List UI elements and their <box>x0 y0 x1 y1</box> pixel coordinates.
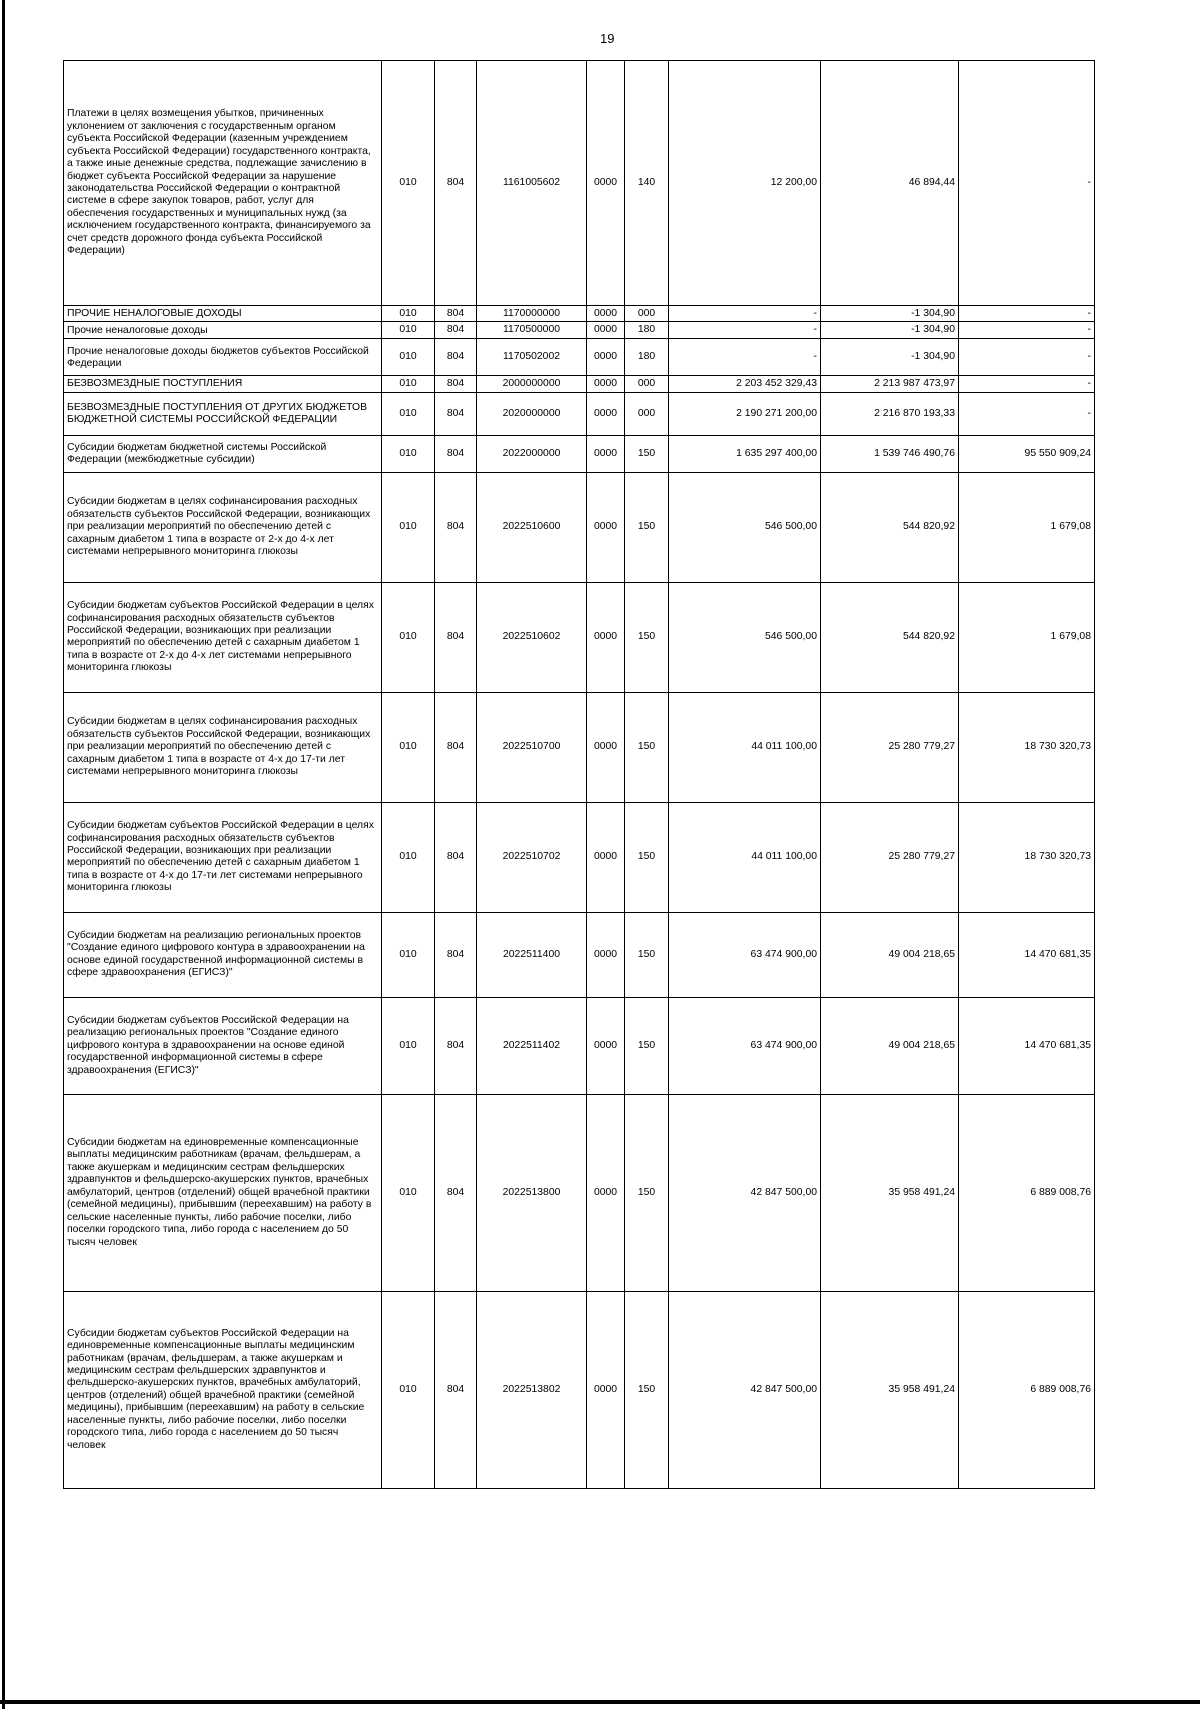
table-row <box>64 376 1095 392</box>
row-admin-code: 010 <box>382 582 435 692</box>
row-name: БЕЗВОЗМЕЗДНЫЕ ПОСТУПЛЕНИЯ ОТ ДРУГИХ БЮДЖЕТОВ БЮДЖЕТНОЙ СИСТЕМЫ РОССИЙСКОЙ ФЕДЕРАЦИИ <box>64 392 382 435</box>
row-admin-code: 010 <box>382 435 435 472</box>
row-plan-amount: 546 500,00 <box>669 582 821 692</box>
row-economic-code: 000 <box>625 392 669 435</box>
table-body <box>64 61 1095 1489</box>
table-row <box>64 339 1095 376</box>
row-actual-amount: 35 958 491,24 <box>821 1291 959 1488</box>
row-name: Прочие неналоговые доходы бюджетов субъектов Российской Федерации <box>64 339 382 376</box>
row-program-code: 0000 <box>587 582 625 692</box>
row-unfulfilled-amount: 6 889 008,76 <box>959 1094 1095 1291</box>
row-actual-amount: 544 820,92 <box>821 582 959 692</box>
row-admin-code: 010 <box>382 1291 435 1488</box>
row-economic-code: 180 <box>625 322 669 339</box>
row-dept-code: 804 <box>435 1094 477 1291</box>
row-revenue-code: 2022000000 <box>477 435 587 472</box>
row-unfulfilled-amount: 18 730 320,73 <box>959 802 1095 912</box>
row-unfulfilled-amount: - <box>959 392 1095 435</box>
row-unfulfilled-amount: - <box>959 61 1095 306</box>
row-name: Субсидии бюджетам бюджетной системы Российской Федерации (межбюджетные субсидии) <box>64 435 382 472</box>
page-frame-bottom <box>0 1700 1200 1704</box>
row-dept-code: 804 <box>435 306 477 322</box>
row-admin-code: 010 <box>382 339 435 376</box>
row-actual-amount: -1 304,90 <box>821 306 959 322</box>
row-program-code: 0000 <box>587 392 625 435</box>
row-unfulfilled-amount: - <box>959 306 1095 322</box>
row-dept-code: 804 <box>435 912 477 997</box>
row-revenue-code: 1170502002 <box>477 339 587 376</box>
row-name: ПРОЧИЕ НЕНАЛОГОВЫЕ ДОХОДЫ <box>64 306 382 322</box>
row-plan-amount: 2 203 452 329,43 <box>669 376 821 392</box>
row-actual-amount: 544 820,92 <box>821 472 959 582</box>
row-plan-amount: 2 190 271 200,00 <box>669 392 821 435</box>
table-row <box>64 306 1095 322</box>
table-row <box>64 435 1095 472</box>
row-economic-code: 150 <box>625 692 669 802</box>
row-dept-code: 804 <box>435 339 477 376</box>
row-unfulfilled-amount: 1 679,08 <box>959 472 1095 582</box>
row-actual-amount: 46 894,44 <box>821 61 959 306</box>
row-plan-amount: 63 474 900,00 <box>669 912 821 997</box>
table-row <box>64 392 1095 435</box>
row-actual-amount: 25 280 779,27 <box>821 692 959 802</box>
table-row <box>64 1094 1095 1291</box>
page-number: 19 <box>600 31 615 46</box>
row-name: Субсидии бюджетам субъектов Российской Федерации на единовременные компенсационные выплаты медицинским работникам (врачам, фельдшерам, а также акушеркам и медицинским сестрам фельдшерских здравпунктов и фельдшерско-акушерских пунктов, врачебных амбулаторий, центров (отделений) общей врачебной практики (семейной медицины), прибывшим (переехавшим) на работу в сельские населенные пункты, либо рабочие поселки, либо поселки городского типа, либо города с населением до 50 тысяч человек <box>64 1291 382 1488</box>
row-actual-amount: 35 958 491,24 <box>821 1094 959 1291</box>
row-plan-amount: 1 635 297 400,00 <box>669 435 821 472</box>
row-program-code: 0000 <box>587 472 625 582</box>
row-admin-code: 010 <box>382 692 435 802</box>
row-name: Субсидии бюджетам на реализацию региональных проектов "Создание единого цифрового контура в здравоохранении на основе единой государственной информационной системы в сфере здравоохранения (ЕГИСЗ)" <box>64 912 382 997</box>
row-revenue-code: 2022510602 <box>477 582 587 692</box>
row-economic-code: 000 <box>625 306 669 322</box>
revenue-table <box>63 60 1095 1489</box>
row-admin-code: 010 <box>382 322 435 339</box>
row-name: Субсидии бюджетам в целях софинансирования расходных обязательств субъектов Российской Федерации, возникающих при реализации мероприятий по обеспечению детей с сахарным диабетом 1 типа в возрасте от 4-х до 17-ти лет системами непрерывного мониторинга глюкозы <box>64 692 382 802</box>
row-revenue-code: 2022510702 <box>477 802 587 912</box>
row-program-code: 0000 <box>587 435 625 472</box>
row-dept-code: 804 <box>435 472 477 582</box>
row-economic-code: 140 <box>625 61 669 306</box>
row-actual-amount: 49 004 218,65 <box>821 997 959 1094</box>
row-dept-code: 804 <box>435 802 477 912</box>
row-dept-code: 804 <box>435 322 477 339</box>
table-row <box>64 472 1095 582</box>
row-economic-code: 150 <box>625 912 669 997</box>
table-row <box>64 61 1095 306</box>
row-program-code: 0000 <box>587 339 625 376</box>
page-frame-left <box>2 0 5 1709</box>
row-revenue-code: 2022510600 <box>477 472 587 582</box>
row-program-code: 0000 <box>587 61 625 306</box>
row-dept-code: 804 <box>435 1291 477 1488</box>
table-row <box>64 1291 1095 1488</box>
row-economic-code: 150 <box>625 472 669 582</box>
row-revenue-code: 2022513802 <box>477 1291 587 1488</box>
row-dept-code: 804 <box>435 61 477 306</box>
row-actual-amount: 2 216 870 193,33 <box>821 392 959 435</box>
row-plan-amount: - <box>669 339 821 376</box>
row-plan-amount: - <box>669 306 821 322</box>
row-economic-code: 150 <box>625 997 669 1094</box>
row-revenue-code: 2000000000 <box>477 376 587 392</box>
row-revenue-code: 2022513800 <box>477 1094 587 1291</box>
row-economic-code: 150 <box>625 1291 669 1488</box>
row-unfulfilled-amount: - <box>959 339 1095 376</box>
row-admin-code: 010 <box>382 997 435 1094</box>
row-revenue-code: 1170000000 <box>477 306 587 322</box>
row-economic-code: 180 <box>625 339 669 376</box>
row-name: Субсидии бюджетам субъектов Российской Федерации в целях софинансирования расходных обязательств субъектов Российской Федерации, возникающих при реализации мероприятий по обеспечению детей с сахарным диабетом 1 типа в возрасте от 4-х до 17-ти лет системами непрерывного мониторинга глюкозы <box>64 802 382 912</box>
row-economic-code: 150 <box>625 582 669 692</box>
row-name: БЕЗВОЗМЕЗДНЫЕ ПОСТУПЛЕНИЯ <box>64 376 382 392</box>
row-economic-code: 150 <box>625 802 669 912</box>
row-dept-code: 804 <box>435 435 477 472</box>
row-plan-amount: 12 200,00 <box>669 61 821 306</box>
row-plan-amount: 44 011 100,00 <box>669 692 821 802</box>
row-actual-amount: 49 004 218,65 <box>821 912 959 997</box>
row-program-code: 0000 <box>587 997 625 1094</box>
row-program-code: 0000 <box>587 306 625 322</box>
row-admin-code: 010 <box>382 1094 435 1291</box>
row-admin-code: 010 <box>382 912 435 997</box>
row-unfulfilled-amount: 95 550 909,24 <box>959 435 1095 472</box>
table-row <box>64 912 1095 997</box>
table-row <box>64 322 1095 339</box>
row-program-code: 0000 <box>587 322 625 339</box>
row-name: Прочие неналоговые доходы <box>64 322 382 339</box>
row-revenue-code: 1170500000 <box>477 322 587 339</box>
row-name: Субсидии бюджетам в целях софинансирования расходных обязательств субъектов Российской Федерации, возникающих при реализации мероприятий по обеспечению детей с сахарным диабетом 1 типа в возрасте от 2-х до 4-х лет системами непрерывного мониторинга глюкозы <box>64 472 382 582</box>
row-admin-code: 010 <box>382 392 435 435</box>
row-actual-amount: -1 304,90 <box>821 339 959 376</box>
row-plan-amount: 42 847 500,00 <box>669 1291 821 1488</box>
row-program-code: 0000 <box>587 1094 625 1291</box>
row-actual-amount: -1 304,90 <box>821 322 959 339</box>
row-plan-amount: - <box>669 322 821 339</box>
row-dept-code: 804 <box>435 692 477 802</box>
row-revenue-code: 2022511402 <box>477 997 587 1094</box>
row-unfulfilled-amount: - <box>959 376 1095 392</box>
row-admin-code: 010 <box>382 802 435 912</box>
row-name: Платежи в целях возмещения убытков, причиненных уклонением от заключения с государственным органом субъекта Российской Федерации (казенным учреждением субъекта Российской Федерации) государственного контракта, а также иные денежные средства, подлежащие зачислению в бюджет субъекта Российской Федерации за нарушение законодательства Российской Федерации о контрактной системе в сфере закупок товаров, работ, услуг для обеспечения государственных и муниципальных нужд (за исключением государственного контракта, финансируемого за счет средств дорожного фонда субъекта Российской Федерации) <box>64 61 382 306</box>
table-row <box>64 582 1095 692</box>
row-program-code: 0000 <box>587 802 625 912</box>
row-program-code: 0000 <box>587 1291 625 1488</box>
row-admin-code: 010 <box>382 306 435 322</box>
row-name: Субсидии бюджетам субъектов Российской Федерации на реализацию региональных проектов "Создание единого цифрового контура в здравоохранении на основе единой государственной информационной системы в сфере здравоохранения (ЕГИСЗ)" <box>64 997 382 1094</box>
row-name: Субсидии бюджетам на единовременные компенсационные выплаты медицинским работникам (врачам, фельдшерам, а также акушеркам и медицинским сестрам фельдшерских здравпунктов и фельдшерско-акушерских пунктов, врачебных амбулаторий, центров (отделений) общей врачебной практики (семейной медицины), прибывшим (переехавшим) на работу в сельские населенные пункты, либо рабочие поселки, либо поселки городского типа, либо города с населением до 50 тысяч человек <box>64 1094 382 1291</box>
row-plan-amount: 546 500,00 <box>669 472 821 582</box>
table-row <box>64 802 1095 912</box>
row-revenue-code: 1161005602 <box>477 61 587 306</box>
row-economic-code: 150 <box>625 1094 669 1291</box>
row-dept-code: 804 <box>435 392 477 435</box>
row-plan-amount: 44 011 100,00 <box>669 802 821 912</box>
row-program-code: 0000 <box>587 912 625 997</box>
row-admin-code: 010 <box>382 61 435 306</box>
row-revenue-code: 2022511400 <box>477 912 587 997</box>
row-revenue-code: 2022510700 <box>477 692 587 802</box>
row-economic-code: 150 <box>625 435 669 472</box>
row-name: Субсидии бюджетам субъектов Российской Федерации в целях софинансирования расходных обязательств субъектов Российской Федерации, возникающих при реализации мероприятий по обеспечению детей с сахарным диабетом 1 типа в возрасте от 2-х до 4-х лет системами непрерывного мониторинга глюкозы <box>64 582 382 692</box>
table-row <box>64 997 1095 1094</box>
row-dept-code: 804 <box>435 376 477 392</box>
row-economic-code: 000 <box>625 376 669 392</box>
row-dept-code: 804 <box>435 582 477 692</box>
row-program-code: 0000 <box>587 376 625 392</box>
row-unfulfilled-amount: 1 679,08 <box>959 582 1095 692</box>
row-actual-amount: 25 280 779,27 <box>821 802 959 912</box>
row-admin-code: 010 <box>382 472 435 582</box>
row-actual-amount: 2 213 987 473,97 <box>821 376 959 392</box>
row-unfulfilled-amount: - <box>959 322 1095 339</box>
row-unfulfilled-amount: 14 470 681,35 <box>959 997 1095 1094</box>
row-unfulfilled-amount: 14 470 681,35 <box>959 912 1095 997</box>
row-admin-code: 010 <box>382 376 435 392</box>
row-plan-amount: 63 474 900,00 <box>669 997 821 1094</box>
row-dept-code: 804 <box>435 997 477 1094</box>
row-revenue-code: 2020000000 <box>477 392 587 435</box>
row-program-code: 0000 <box>587 692 625 802</box>
row-unfulfilled-amount: 18 730 320,73 <box>959 692 1095 802</box>
row-unfulfilled-amount: 6 889 008,76 <box>959 1291 1095 1488</box>
table-row <box>64 692 1095 802</box>
row-plan-amount: 42 847 500,00 <box>669 1094 821 1291</box>
row-actual-amount: 1 539 746 490,76 <box>821 435 959 472</box>
